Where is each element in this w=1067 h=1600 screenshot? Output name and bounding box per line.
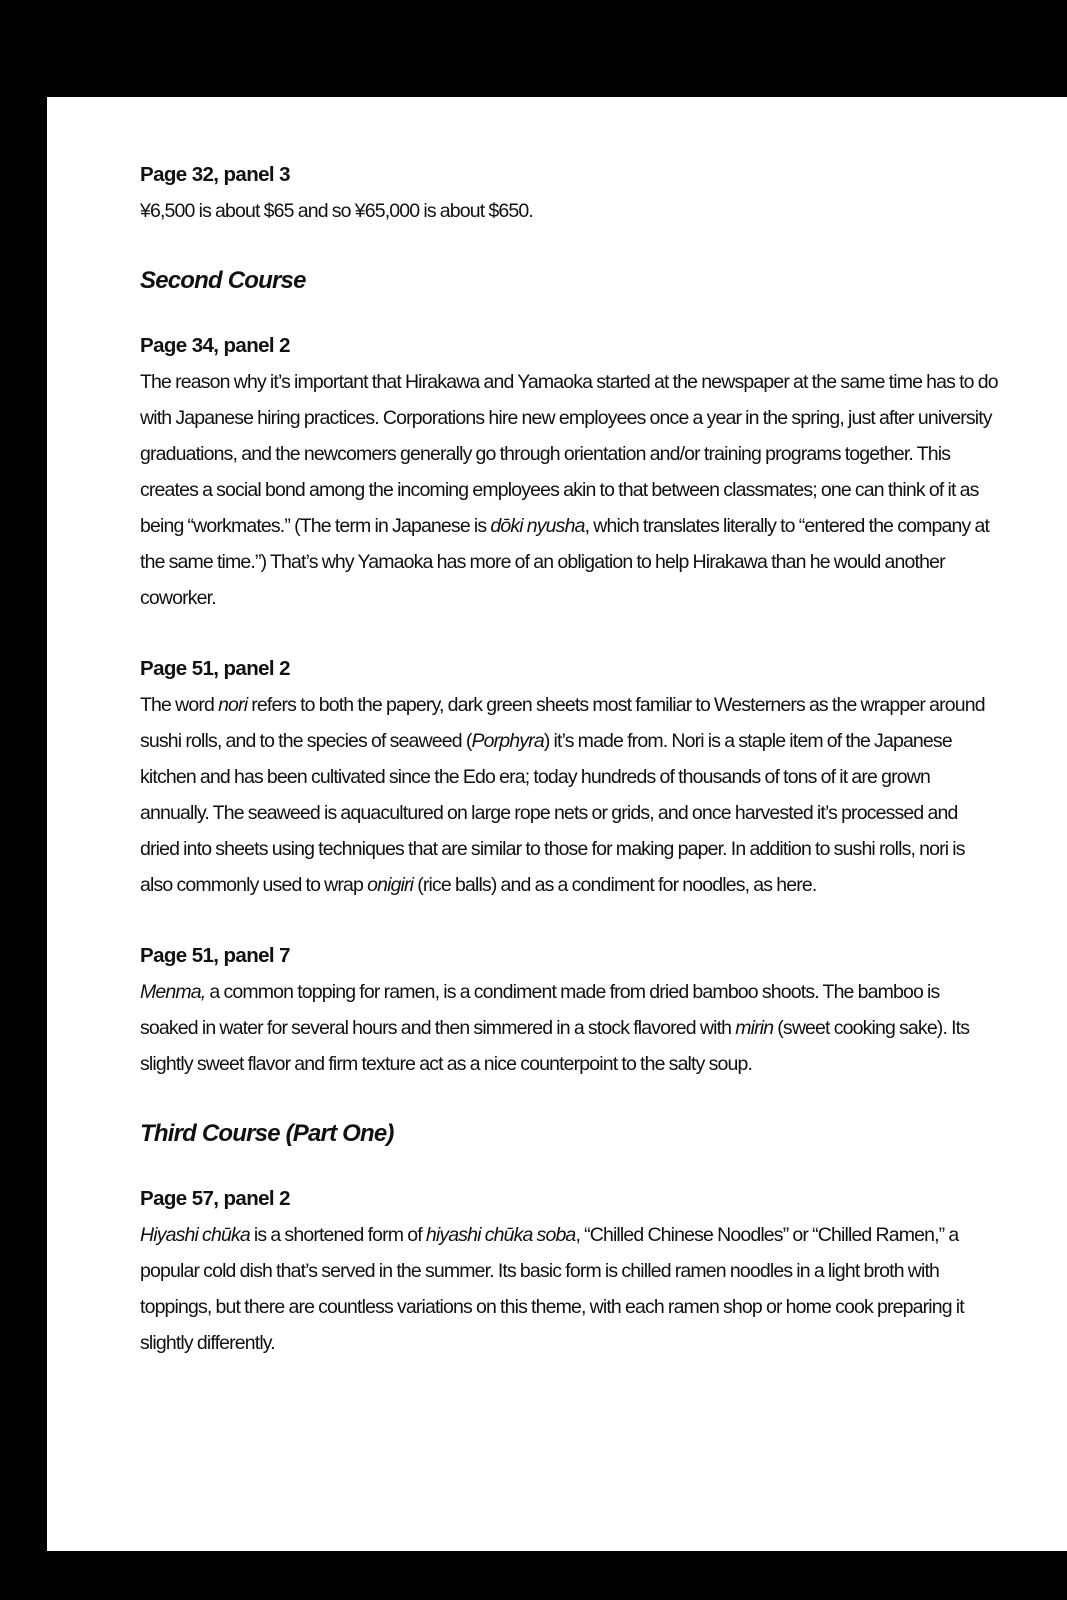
note-italic-term: Hiyashi chūka bbox=[140, 1224, 250, 1246]
note-page-34-panel-2 bbox=[140, 328, 1000, 616]
section-title-second-course: Second Course bbox=[140, 267, 306, 294]
note-italic-term: Menma, bbox=[140, 981, 206, 1003]
note-heading: Page 57, panel 2 bbox=[140, 1187, 290, 1210]
note-heading: Page 32, panel 3 bbox=[140, 163, 290, 186]
note-text: The reason why it’s important that Hirakawa and Yamaoka started at the newspaper at the same time has to do with Japanese hiring practices. Corporations hire new employees once a year in the spring, just after university graduations, and the newcomers generally go through orientation and/or training programs together. This creates a social bond among the incoming employees akin to that between classmates; one can think of it as being “workmates.” (The term in Japanese is bbox=[140, 371, 998, 537]
note-heading: Page 51, panel 2 bbox=[140, 657, 290, 680]
note-italic-term: nori bbox=[218, 694, 248, 716]
note-text: ¥6,500 is about $65 and so ¥65,000 is about $650. bbox=[140, 200, 533, 222]
note-text: (sweet cooking sake). Its slightly sweet flavor and firm texture act as a nice counterpoint to the salty soup. bbox=[140, 1017, 970, 1075]
note-italic-term: dōki nyusha bbox=[490, 515, 585, 537]
note-italic-term: onigiri bbox=[367, 874, 414, 896]
note-body bbox=[140, 1217, 1000, 1361]
note-body bbox=[140, 974, 1000, 1082]
note-text: is a shortened form of bbox=[249, 1224, 426, 1246]
document-page bbox=[47, 97, 1067, 1551]
note-text: a common topping for ramen, is a condiment made from dried bamboo shoots. The bamboo is soaked in water for several hours and then simmered in a stock flavored with bbox=[140, 981, 940, 1039]
note-italic-term: Porphyra bbox=[471, 730, 544, 752]
note-heading: Page 34, panel 2 bbox=[140, 334, 290, 357]
note-text: ) it’s made from. Nori is a staple item of the Japanese kitchen and has been cultivated since the Edo era; today hundreds of thousands of tons of it are grown annually. The seaweed is aquacultured on large rope nets or grids, and once harvested it’s processed and dried into sheets using techniques that are similar to those for making paper. In addition to sushi rolls, nori is also commonly used to wrap bbox=[140, 730, 965, 896]
note-page-51-panel-7 bbox=[140, 938, 1000, 1082]
note-text: The word bbox=[140, 694, 219, 716]
notes-content bbox=[140, 157, 1000, 1361]
note-body bbox=[140, 193, 1000, 229]
note-italic-term: mirin bbox=[735, 1017, 774, 1039]
note-text: (rice balls) and as a condiment for noodles, as here. bbox=[413, 874, 817, 896]
note-text: , which translates literally to “entered the company at the same time.”) That’s why Yamaoka has more of an obligation to help Hirakawa than he would another coworker. bbox=[140, 515, 990, 609]
note-text: , “Chilled Chinese Noodles” or “Chilled Ramen,” a popular cold dish that’s served in the summer. Its basic form is chilled ramen noodles in a light broth with toppings, but there are countless variations on this theme, with each ramen shop or home cook preparing it slightly differently. bbox=[140, 1224, 964, 1354]
note-text: refers to both the papery, dark green sheets most familiar to Westerners as the wrapper around sushi rolls, and to the species of seaweed ( bbox=[140, 694, 985, 752]
note-italic-term: hiyashi chūka soba bbox=[425, 1224, 576, 1246]
section-title-third-course-part-one: Third Course (Part One) bbox=[140, 1120, 394, 1147]
note-page-32-panel-3 bbox=[140, 157, 1000, 229]
note-page-57-panel-2 bbox=[140, 1181, 1000, 1361]
note-body bbox=[140, 687, 1000, 903]
note-page-51-panel-2 bbox=[140, 651, 1000, 903]
note-heading: Page 51, panel 7 bbox=[140, 944, 290, 967]
note-body bbox=[140, 364, 1000, 616]
